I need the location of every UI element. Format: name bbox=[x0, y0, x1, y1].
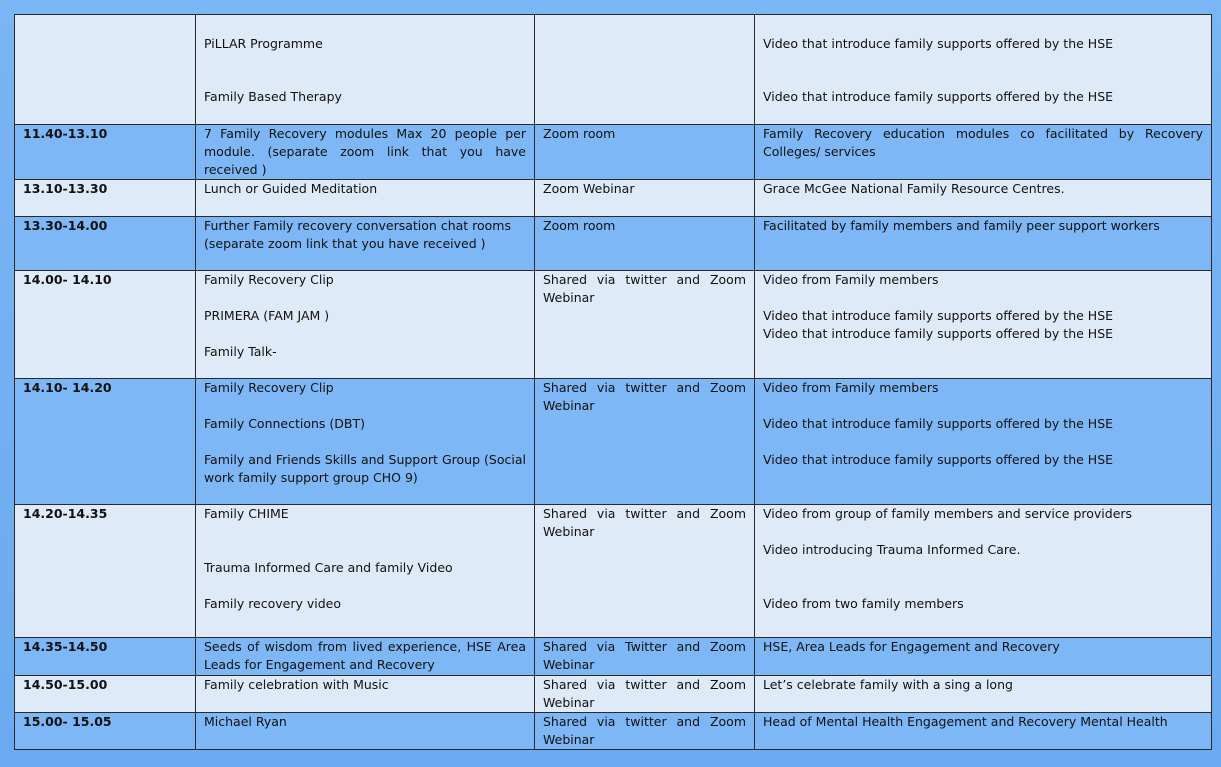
platform-cell: Shared via twitter and Zoom Webinar bbox=[535, 676, 755, 713]
description-cell bbox=[755, 271, 1212, 379]
activity-line: Family Talk- bbox=[204, 344, 277, 359]
table-row bbox=[15, 638, 1212, 676]
table-row bbox=[15, 676, 1212, 713]
activity-cell: Family celebration with Music bbox=[196, 676, 535, 713]
description-cell: Family Recovery education modules co facilitated by Recovery Colleges/ services bbox=[755, 125, 1212, 180]
table-row bbox=[15, 217, 1212, 271]
platform-cell: Shared via twitter and Zoom Webinar bbox=[535, 713, 755, 750]
activity-line: Trauma Informed Care and family Video bbox=[204, 560, 453, 575]
activity-line: Family Recovery Clip bbox=[204, 380, 334, 395]
description-cell: Facilitated by family members and family peer support workers bbox=[755, 217, 1212, 271]
time-cell: 15.00- 15.05 bbox=[15, 713, 196, 750]
description-line: Video that introduce family supports offered by the HSE bbox=[763, 416, 1114, 431]
activity-line: Family recovery video bbox=[204, 596, 342, 611]
time-cell bbox=[15, 15, 196, 125]
table-row bbox=[15, 713, 1212, 750]
schedule-table bbox=[14, 14, 1212, 750]
platform-cell: Zoom Webinar bbox=[535, 180, 755, 217]
activity-cell bbox=[196, 379, 535, 505]
time-cell: 14.35-14.50 bbox=[15, 638, 196, 676]
activity-line: Family CHIME bbox=[204, 506, 289, 521]
description-line: Video that introduce family supports offered by the HSE bbox=[763, 452, 1114, 467]
activity-line: Family and Friends Skills and Support Group (Social work family support group CHO 9) bbox=[204, 452, 526, 485]
activity-line: PiLLAR Programme bbox=[204, 36, 323, 51]
platform-cell bbox=[535, 15, 755, 125]
description-line: Video from Family members bbox=[763, 272, 939, 287]
description-cell: Head of Mental Health Engagement and Recovery Mental Health bbox=[755, 713, 1212, 750]
description-line: Video that introduce family supports offered by the HSE bbox=[763, 89, 1114, 104]
platform-cell: Shared via Twitter and Zoom Webinar bbox=[535, 638, 755, 676]
description-line: Video introducing Trauma Informed Care. bbox=[763, 542, 1021, 557]
activity-cell bbox=[196, 505, 535, 638]
description-line: Video from Family members bbox=[763, 380, 939, 395]
description-cell: Grace McGee National Family Resource Centres. bbox=[755, 180, 1212, 217]
time-cell: 13.30-14.00 bbox=[15, 217, 196, 271]
activity-cell: 7 Family Recovery modules Max 20 people per module. (separate zoom link that you have received ) bbox=[196, 125, 535, 180]
description-line: Video that introduce family supports offered by the HSE bbox=[763, 326, 1114, 341]
activity-line: Family Connections (DBT) bbox=[204, 416, 365, 431]
platform-cell: Shared via twitter and Zoom Webinar bbox=[535, 379, 755, 505]
description-line: Video from two family members bbox=[763, 596, 964, 611]
platform-cell: Zoom room bbox=[535, 125, 755, 180]
table-row bbox=[15, 125, 1212, 180]
time-cell: 11.40-13.10 bbox=[15, 125, 196, 180]
description-line: Video that introduce family supports offered by the HSE bbox=[763, 308, 1114, 323]
time-cell: 14.20-14.35 bbox=[15, 505, 196, 638]
activity-line: Family Recovery Clip bbox=[204, 272, 334, 287]
table-row bbox=[15, 379, 1212, 505]
description-cell bbox=[755, 379, 1212, 505]
table-row bbox=[15, 271, 1212, 379]
description-cell: HSE, Area Leads for Engagement and Recovery bbox=[755, 638, 1212, 676]
activity-cell bbox=[196, 15, 535, 125]
activity-cell: Further Family recovery conversation chat rooms (separate zoom link that you have received ) bbox=[196, 217, 535, 271]
activity-line: PRIMERA (FAM JAM ) bbox=[204, 308, 330, 323]
platform-cell: Shared via twitter and Zoom Webinar bbox=[535, 505, 755, 638]
description-line: Video from group of family members and service providers bbox=[763, 506, 1133, 521]
platform-cell: Zoom room bbox=[535, 217, 755, 271]
description-cell bbox=[755, 505, 1212, 638]
time-cell: 14.00- 14.10 bbox=[15, 271, 196, 379]
description-line: Video that introduce family supports offered by the HSE bbox=[763, 36, 1114, 51]
time-cell: 13.10-13.30 bbox=[15, 180, 196, 217]
description-cell: Let’s celebrate family with a sing a long bbox=[755, 676, 1212, 713]
activity-line: Family Based Therapy bbox=[204, 89, 342, 104]
activity-cell bbox=[196, 271, 535, 379]
platform-cell: Shared via twitter and Zoom Webinar bbox=[535, 271, 755, 379]
table-row bbox=[15, 15, 1212, 125]
description-cell bbox=[755, 15, 1212, 125]
table-row bbox=[15, 180, 1212, 217]
time-cell: 14.50-15.00 bbox=[15, 676, 196, 713]
activity-cell: Michael Ryan bbox=[196, 713, 535, 750]
activity-cell: Lunch or Guided Meditation bbox=[196, 180, 535, 217]
time-cell: 14.10- 14.20 bbox=[15, 379, 196, 505]
table-row bbox=[15, 505, 1212, 638]
activity-cell: Seeds of wisdom from lived experience, HSE Area Leads for Engagement and Recovery bbox=[196, 638, 535, 676]
